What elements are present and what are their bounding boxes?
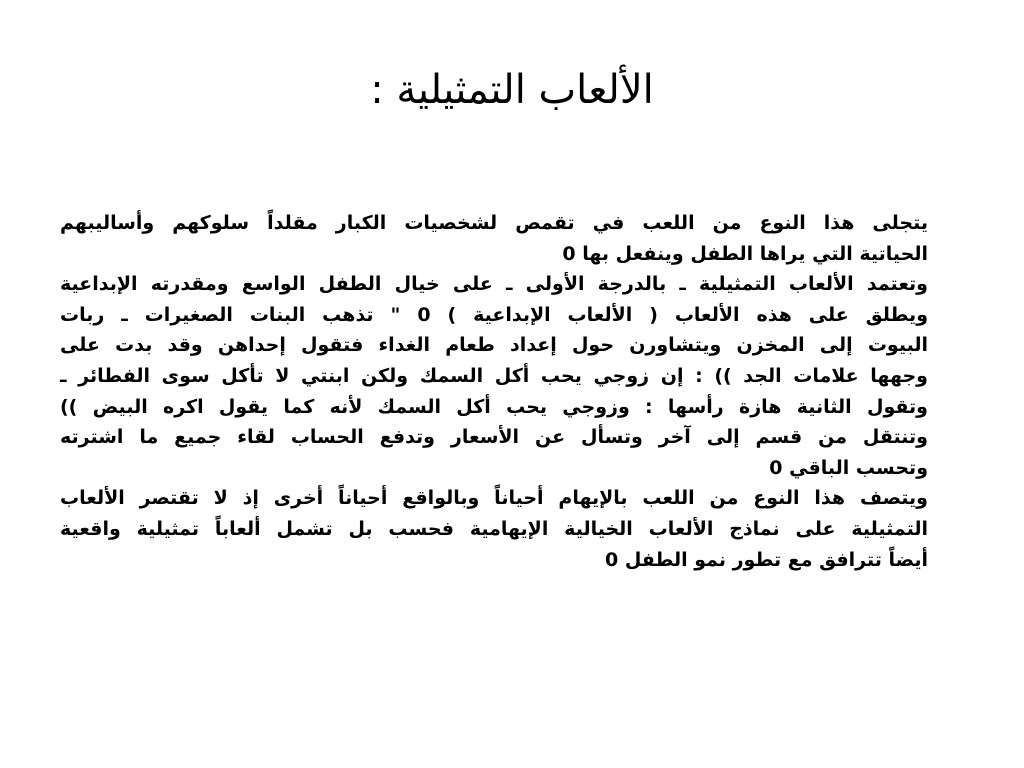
- body-line-2: الحياتية التي يراها الطفل وينفعل بها 0: [562, 242, 928, 265]
- body-line-8: وتنتقل من قسم إلى آخر وتسأل عن الأسعار وتدفع الحساب لقاء جميع ما اشترته: [60, 426, 928, 449]
- body-line-9: وتحسب الباقي 0: [769, 456, 928, 479]
- body-line-11: التمثيلية على نماذج الألعاب الخيالية الإيهامية فحسب بل تشمل ألعاباً تمثيلية واقعية: [60, 517, 928, 540]
- body-line-5: البيوت إلى المخزن ويتشاورن حول إعداد طعام الغداء فتقول إحداهن وقد بدت على: [60, 334, 928, 357]
- slide-body: [60, 208, 928, 575]
- body-line-12: أيضاً تترافق مع تطور نمو الطفل 0: [604, 548, 928, 571]
- body-line-6: وجهها علامات الجد )) : إن زوجي يحب أكل السمك ولكن ابنتي لا تأكل سوى الفطائر ـ: [60, 364, 928, 387]
- body-line-4: ويطلق على هذه الألعاب ( الألعاب الإبداعية ) 0 " تذهب البنات الصغيرات ـ ربات: [60, 303, 929, 326]
- body-line-1: يتجلى هذا النوع من اللعب في تقمص لشخصيات الكبار مقلداً سلوكهم وأساليبهم: [60, 212, 928, 234]
- body-line-7: وتقول الثانية هازة رأسها : وزوجي يحب أكل السمك لأنه كما يقول اكره البيض )): [60, 395, 928, 418]
- slide-title: الألعاب التمثيلية :: [370, 67, 654, 113]
- body-line-10: ويتصف هذا النوع من اللعب بالإيهام أحياناً وبالواقع أحياناً أخرى إذ لا تقتصر الألعاب: [60, 487, 928, 510]
- body-line-3: وتعتمد الألعاب التمثيلية ـ بالدرجة الأولى ـ على خيال الطفل الواسع ومقدرته الإبداعية: [60, 273, 928, 296]
